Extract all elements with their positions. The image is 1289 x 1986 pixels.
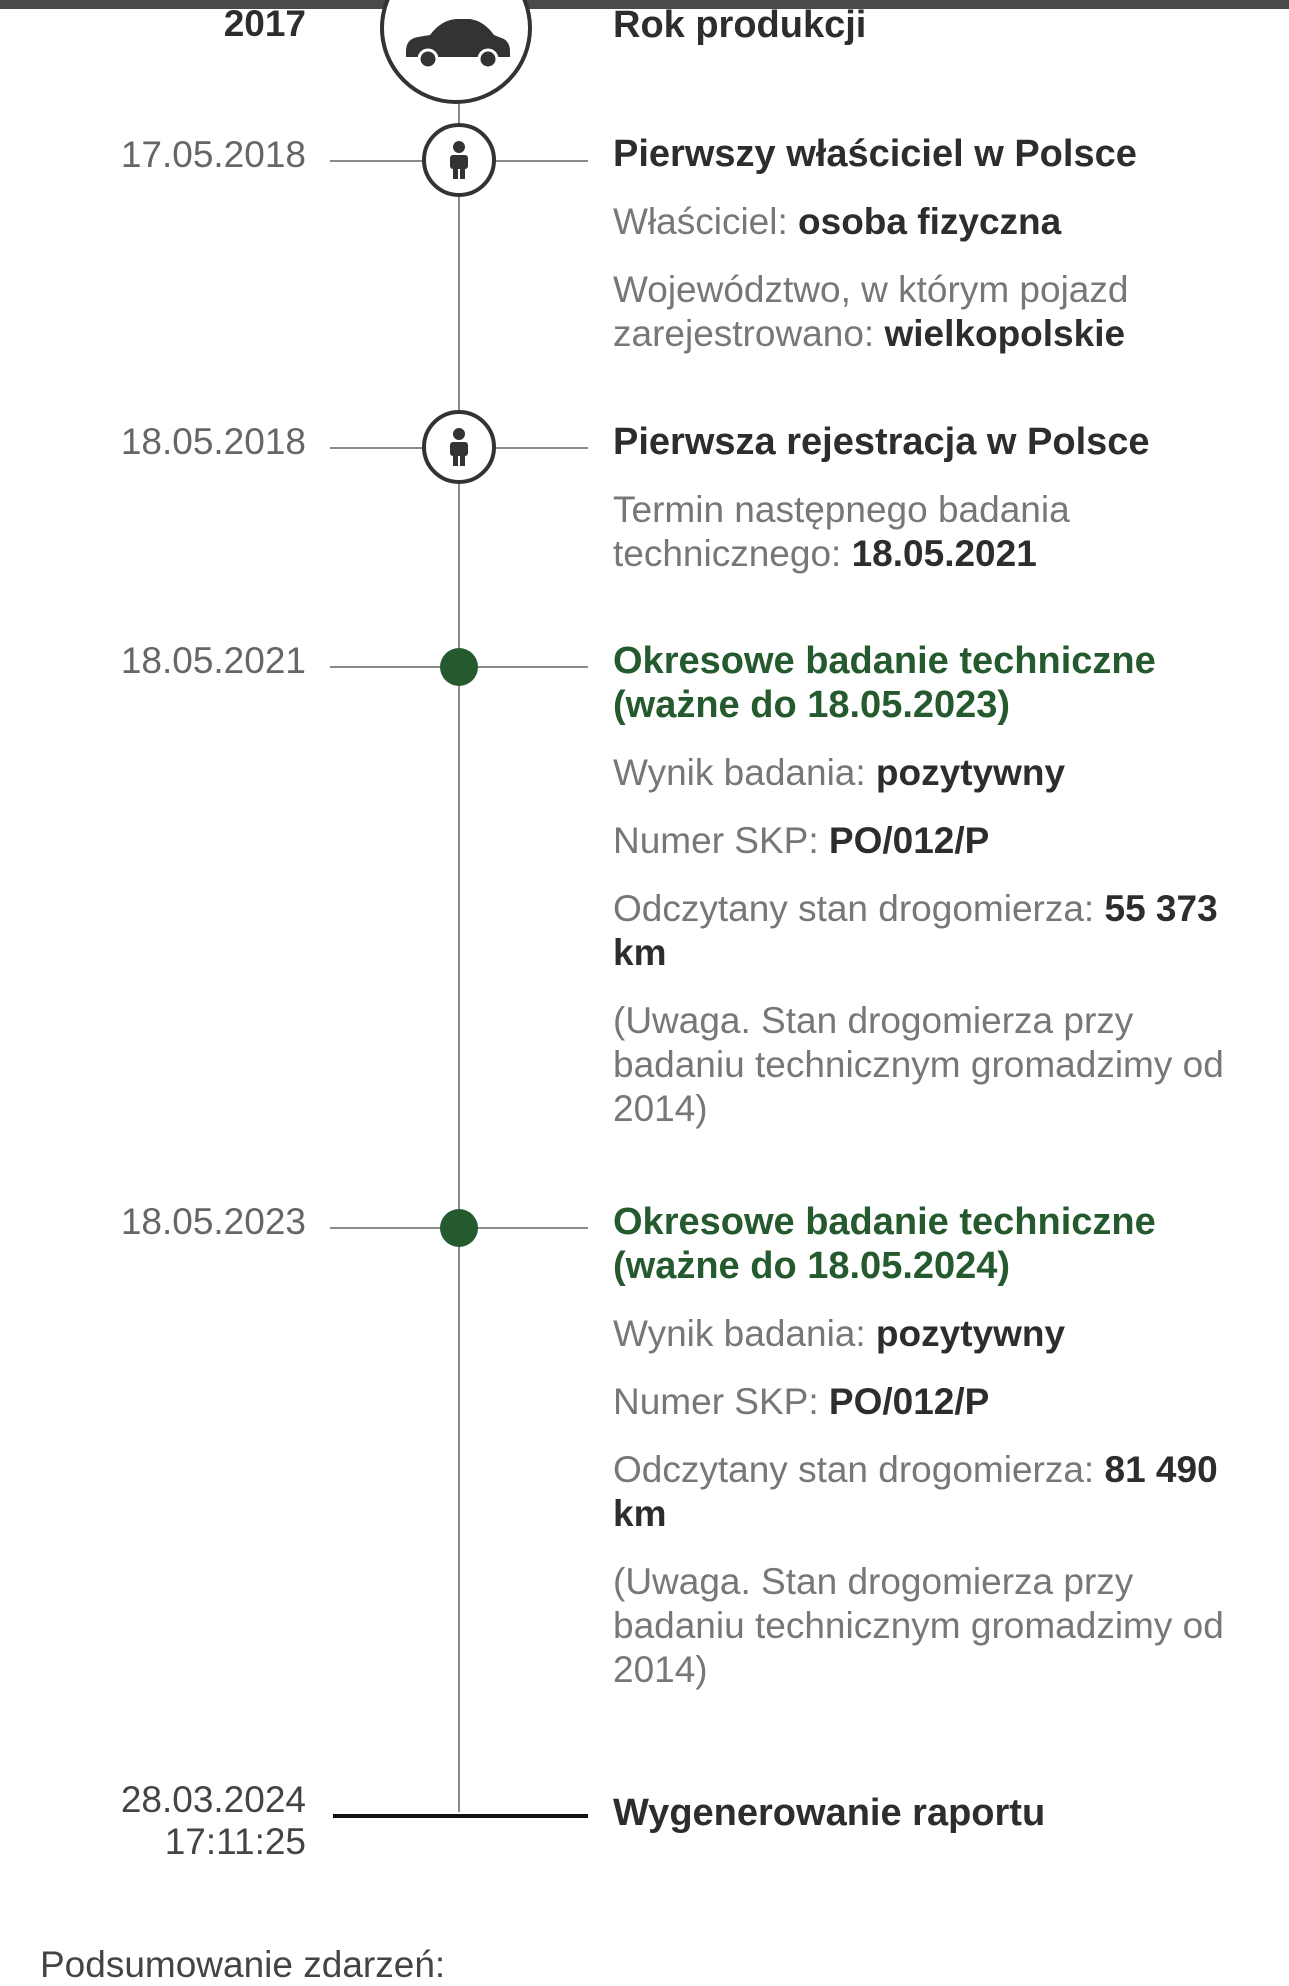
- event-inspection-2021: [613, 639, 1263, 1131]
- event-detail: Numer SKP: PO/012/P: [613, 820, 990, 861]
- event-title: Pierwsza rejestracja w Polsce: [613, 421, 1150, 463]
- person-icon: [422, 123, 496, 197]
- production-label: Rok produkcji: [613, 4, 867, 46]
- report-time: 17:11:25: [164, 1821, 306, 1862]
- event-title: Okresowe badanie techniczne (ważne do 18.05.2024): [613, 1201, 1156, 1287]
- event-owner: [613, 132, 1263, 356]
- production-year: 2017: [223, 3, 306, 44]
- car-icon: [380, 0, 532, 104]
- summary-label: Podsumowanie zdarzeń:: [40, 1944, 446, 1985]
- event-detail: Wynik badania: pozytywny: [613, 1313, 1066, 1354]
- event-title: Okresowe badanie techniczne (ważne do 18.05.2023): [613, 640, 1156, 726]
- event-detail: Odczytany stan drogomierza: 81 490 km: [613, 1449, 1218, 1534]
- event-detail: Termin następnego badania technicznego: 18.05.2021: [613, 489, 1070, 574]
- event-detail: Numer SKP: PO/012/P: [613, 1381, 990, 1422]
- green-dot-icon: [440, 648, 478, 686]
- production-event: [613, 3, 1263, 47]
- event-date: 18.05.2018: [120, 421, 306, 462]
- event-registration: [613, 420, 1263, 576]
- event-note: (Uwaga. Stan drogomierza przy badaniu technicznym gromadzimy od 2014): [613, 1000, 1224, 1129]
- event-date: 17.05.2018: [120, 134, 306, 175]
- report-title: Wygenerowanie raportu: [613, 1792, 1046, 1834]
- event-inspection-2023: [613, 1200, 1263, 1692]
- person-icon: [422, 410, 496, 484]
- timeline-line: [458, 70, 460, 1812]
- event-detail: Odczytany stan drogomierza: 55 373 km: [613, 888, 1218, 973]
- report-connector: [333, 1814, 588, 1818]
- event-detail: Właściciel: osoba fizyczna: [613, 201, 1062, 242]
- event-date: 18.05.2023: [120, 1201, 306, 1242]
- green-dot-icon: [440, 1209, 478, 1247]
- report-date: 28.03.2024: [120, 1779, 306, 1820]
- event-report: [613, 1791, 1263, 1835]
- event-title: Pierwszy właściciel w Polsce: [613, 133, 1137, 175]
- event-detail: Wynik badania: pozytywny: [613, 752, 1066, 793]
- event-detail: Województwo, w którym pojazd zarejestrowano: wielkopolskie: [613, 269, 1129, 354]
- event-note: (Uwaga. Stan drogomierza przy badaniu technicznym gromadzimy od 2014): [613, 1561, 1224, 1690]
- event-date: 18.05.2021: [120, 640, 306, 681]
